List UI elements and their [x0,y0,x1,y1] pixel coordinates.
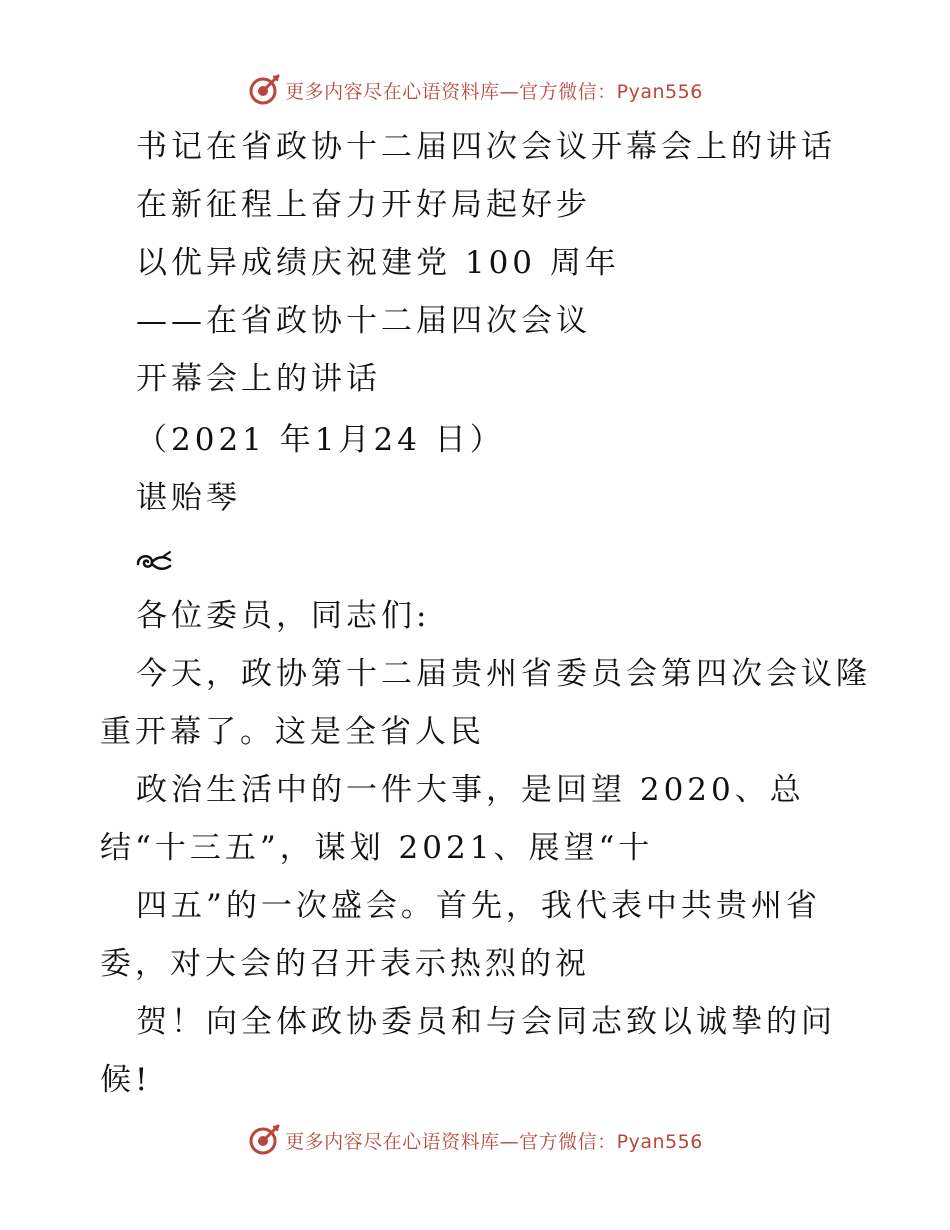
speaker-name: 谌贻琴 [136,480,241,516]
salutation: 各位委员，同志们: [136,598,431,634]
paragraph-line: 贺！向全体政协委员和与会同志致以诚挚的问 [136,1004,836,1040]
header-banner [0,70,950,110]
library-logo-icon [247,73,281,107]
paragraph-line: 委，对大会的召开表示热烈的祝 [100,946,590,982]
speech-subtitle-continued: 开幕会上的讲话 [136,361,381,397]
library-logo-icon [247,1123,281,1157]
speech-subtitle: ——在省政协十二届四次会议 [136,303,591,339]
paragraph-line: 结“十三五”，谋划 2021、展望“十 [100,830,654,866]
flourish-ornament-icon [134,548,174,576]
paragraph-line: 候! [100,1062,152,1098]
speech-headline: 在新征程上奋力开好局起好步 [136,187,591,223]
footer-banner-text: 更多内容尽在心语资料库—官方微信：Pyan556 [285,1130,703,1153]
paragraph-line: 四五”的一次盛会。首先，我代表中共贵州省 [136,888,821,924]
header-banner-text: 更多内容尽在心语资料库—官方微信：Pyan556 [285,80,703,103]
speech-date: （2021 年1月24 日） [136,422,505,458]
paragraph-line: 重开幕了。这是全省人民 [100,714,485,750]
speech-headline-continued: 以优异成绩庆祝建党 100 周年 [136,245,620,281]
paragraph-line: 政治生活中的一件大事，是回望 2020、总 [136,772,805,808]
footer-banner-content [247,1123,703,1157]
speech-title-line: 书记在省政协十二届四次会议开幕会上的讲话 [136,129,836,165]
header-banner-content [247,73,703,107]
paragraph-line: 今天，政协第十二届贵州省委员会第四次会议隆 [136,656,871,692]
footer-banner [0,1120,950,1160]
